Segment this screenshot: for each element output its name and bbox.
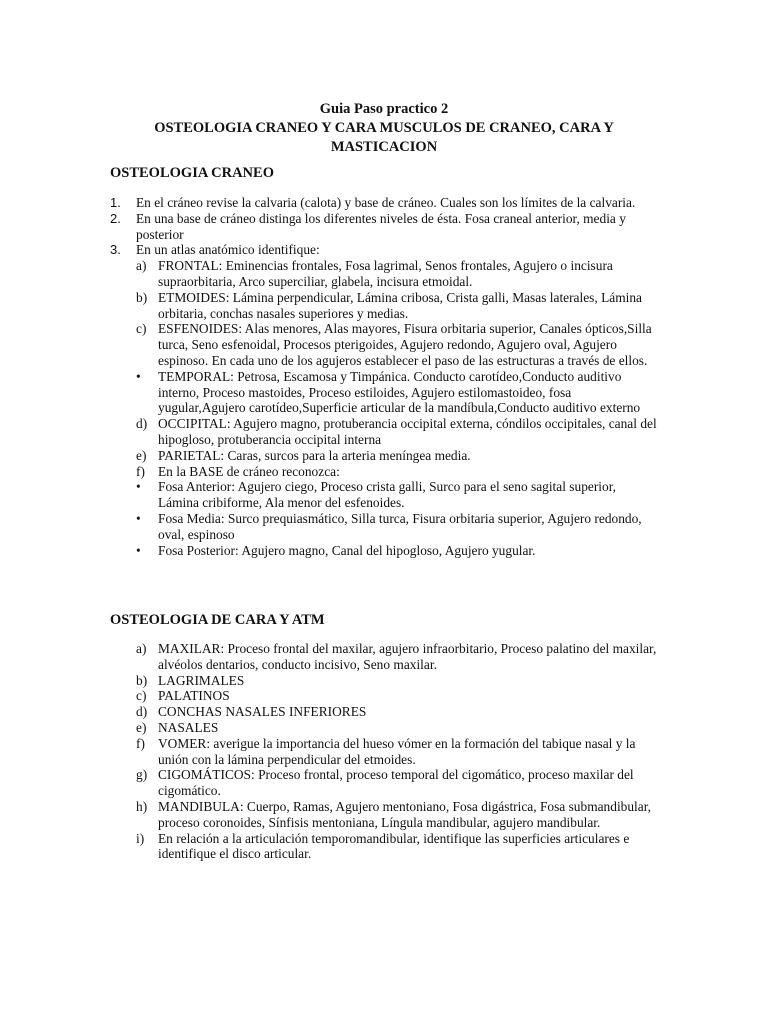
list-item-text: VOMER: averigue la importancia del hueso vómer en la formación del tabique nasal y la unión con la lámina perpendicular del etmoides. (158, 735, 636, 767)
list-item (136, 720, 658, 736)
identify-sublist (136, 258, 660, 558)
list-item (136, 641, 658, 673)
list-marker: f) (136, 735, 145, 751)
sublist-item-text: FRONTAL: Eminencias frontales, Fosa lagrimal, Senos frontales, Agujero o incisura supraorbitaria, Arco superciliar, glabela, incisura etmoidal. (158, 258, 613, 289)
list-item (136, 704, 658, 720)
sublist-item (136, 511, 660, 543)
title-line-1: Guia Paso practico 2 (319, 101, 449, 117)
section-heading-craneo: OSTEOLOGIA CRANEO (110, 165, 274, 181)
sublist-item-text: Fosa Media: Surco prequiasmático, Silla turca, Fisura orbitaria superior, Agujero redondo, oval, espinoso (158, 510, 642, 542)
list-item (136, 673, 658, 689)
sublist-item (136, 479, 660, 511)
sublist-item-text: OCCIPITAL: Agujero magno, protuberancia occipital externa, cóndilos occipitales, canal del hipogloso, protuberancia occipital interna (158, 416, 657, 447)
list-item (136, 736, 658, 768)
list-item-text: CONCHAS NASALES INFERIORES (158, 704, 367, 720)
list-item-text: LAGRIMALES (158, 672, 245, 688)
bullet-marker: • (136, 510, 141, 526)
sublist-marker: a) (136, 258, 147, 274)
sublist-item (136, 543, 660, 559)
list-item-text: NASALES (158, 719, 219, 735)
sublist-item (136, 321, 660, 368)
list-item (110, 211, 660, 243)
list-marker: a) (136, 641, 147, 656)
sublist-item (136, 369, 660, 416)
list-item-text: En relación a la articulación temporomandibular, identifique las superficies articulares e identifique el disco articular. (158, 830, 630, 862)
title-line-3: MASTICACION (330, 139, 438, 155)
list-item-text: En el cráneo revise la calvaria (calota) y base de cráneo. Cuales son los límites de la calvaria. (136, 195, 636, 210)
sublist-item-text: En la BASE de cráneo reconozca: (158, 463, 340, 479)
sublist-marker: d) (136, 416, 148, 432)
list-item (136, 688, 658, 704)
list-item (136, 831, 658, 863)
list-number: 2. (110, 210, 121, 226)
list-marker: g) (136, 767, 148, 783)
title-line-2: OSTEOLOGIA CRANEO Y CARA MUSCULOS DE CRANEO, CARA Y (154, 120, 614, 136)
list-number: 3. (110, 242, 121, 258)
sublist-item (136, 258, 660, 290)
sublist-item-text: ETMOIDES: Lámina perpendicular, Lámina cribosa, Crista galli, Masas laterales, Lámina orbitaria, conchas nasales superiores y medias. (158, 289, 642, 321)
sublist-item-text: TEMPORAL: Petrosa, Escamosa y Timpánica. Conducto carotídeo,Conducto auditivo interno, Proceso mastoides, Proceso estiloides, Agujero estilomastoideo, fosa yugular,Agujero carotídeo,Superficie articular de la mandíbula,Conducto auditivo externo (158, 368, 641, 416)
list-item-text: En una base de cráneo distinga los diferentes niveles de ésta. Fosa craneal anterior, media y posterior (136, 210, 626, 242)
sublist-item-text: ESFENOIDES: Alas menores, Alas mayores, Fisura orbitaria superior, Canales ópticos,Silla turca, Seno esfenoidal, Procesos pterigoides, Agujero redondo, Agujero oval, Agujero espinoso. En cada uno de los agujeros establecer el paso de las estructuras a través de ellos. (158, 321, 652, 368)
list-marker: h) (136, 798, 148, 814)
sublist-marker: c) (136, 321, 147, 337)
sublist-marker: e) (136, 447, 147, 463)
list-marker: e) (136, 719, 147, 735)
section-heading-cara-atm: OSTEOLOGIA DE CARA Y ATM (110, 612, 325, 628)
sublist-marker: b) (136, 289, 148, 305)
sublist-item (136, 464, 660, 480)
bullet-marker: • (136, 479, 141, 495)
sublist-item (136, 416, 660, 448)
craneo-numbered-list (110, 195, 660, 558)
list-marker: b) (136, 672, 148, 688)
sublist-item (136, 290, 660, 322)
sublist-item (136, 448, 660, 464)
list-item-text: CIGOMÁTICOS: Proceso frontal, proceso temporal del cigomático, proceso maxilar del cigomático. (158, 767, 634, 799)
list-number: 1. (110, 195, 121, 210)
list-item (136, 799, 658, 831)
list-item-text: En un atlas anatómico identifique: (136, 242, 320, 258)
sublist-item-text: PARIETAL: Caras, surcos para la arteria meníngea media. (158, 447, 471, 463)
cara-atm-list (136, 641, 658, 862)
bullet-marker: • (136, 542, 141, 558)
list-item (110, 195, 660, 211)
list-item-text: PALATINOS (158, 688, 230, 704)
list-marker: c) (136, 688, 147, 704)
sublist-item-text: Fosa Posterior: Agujero magno, Canal del hipogloso, Agujero yugular. (158, 542, 536, 558)
list-marker: i) (136, 830, 145, 846)
document-title (110, 100, 658, 157)
bullet-marker: • (136, 368, 141, 384)
list-item (136, 767, 658, 799)
list-item-text: MAXILAR: Proceso frontal del maxilar, agujero infraorbitario, Proceso palatino del maxilar, alvéolos dentarios, conducto incisivo, Seno maxilar. (158, 641, 657, 672)
sublist-item-text: Fosa Anterior: Agujero ciego, Proceso crista galli, Surco para el seno sagital superior, Lámina cribiforme, Ala menor del esfenoides. (158, 479, 616, 511)
list-item (110, 242, 660, 558)
sublist-marker: f) (136, 463, 145, 479)
list-item-text: MANDIBULA: Cuerpo, Ramas, Agujero mentoniano, Fosa digástrica, Fosa submandibular, proceso coronoides, Sínfisis mentoniana, Língula mandibular, agujero mandibular. (158, 798, 651, 830)
list-marker: d) (136, 704, 148, 720)
